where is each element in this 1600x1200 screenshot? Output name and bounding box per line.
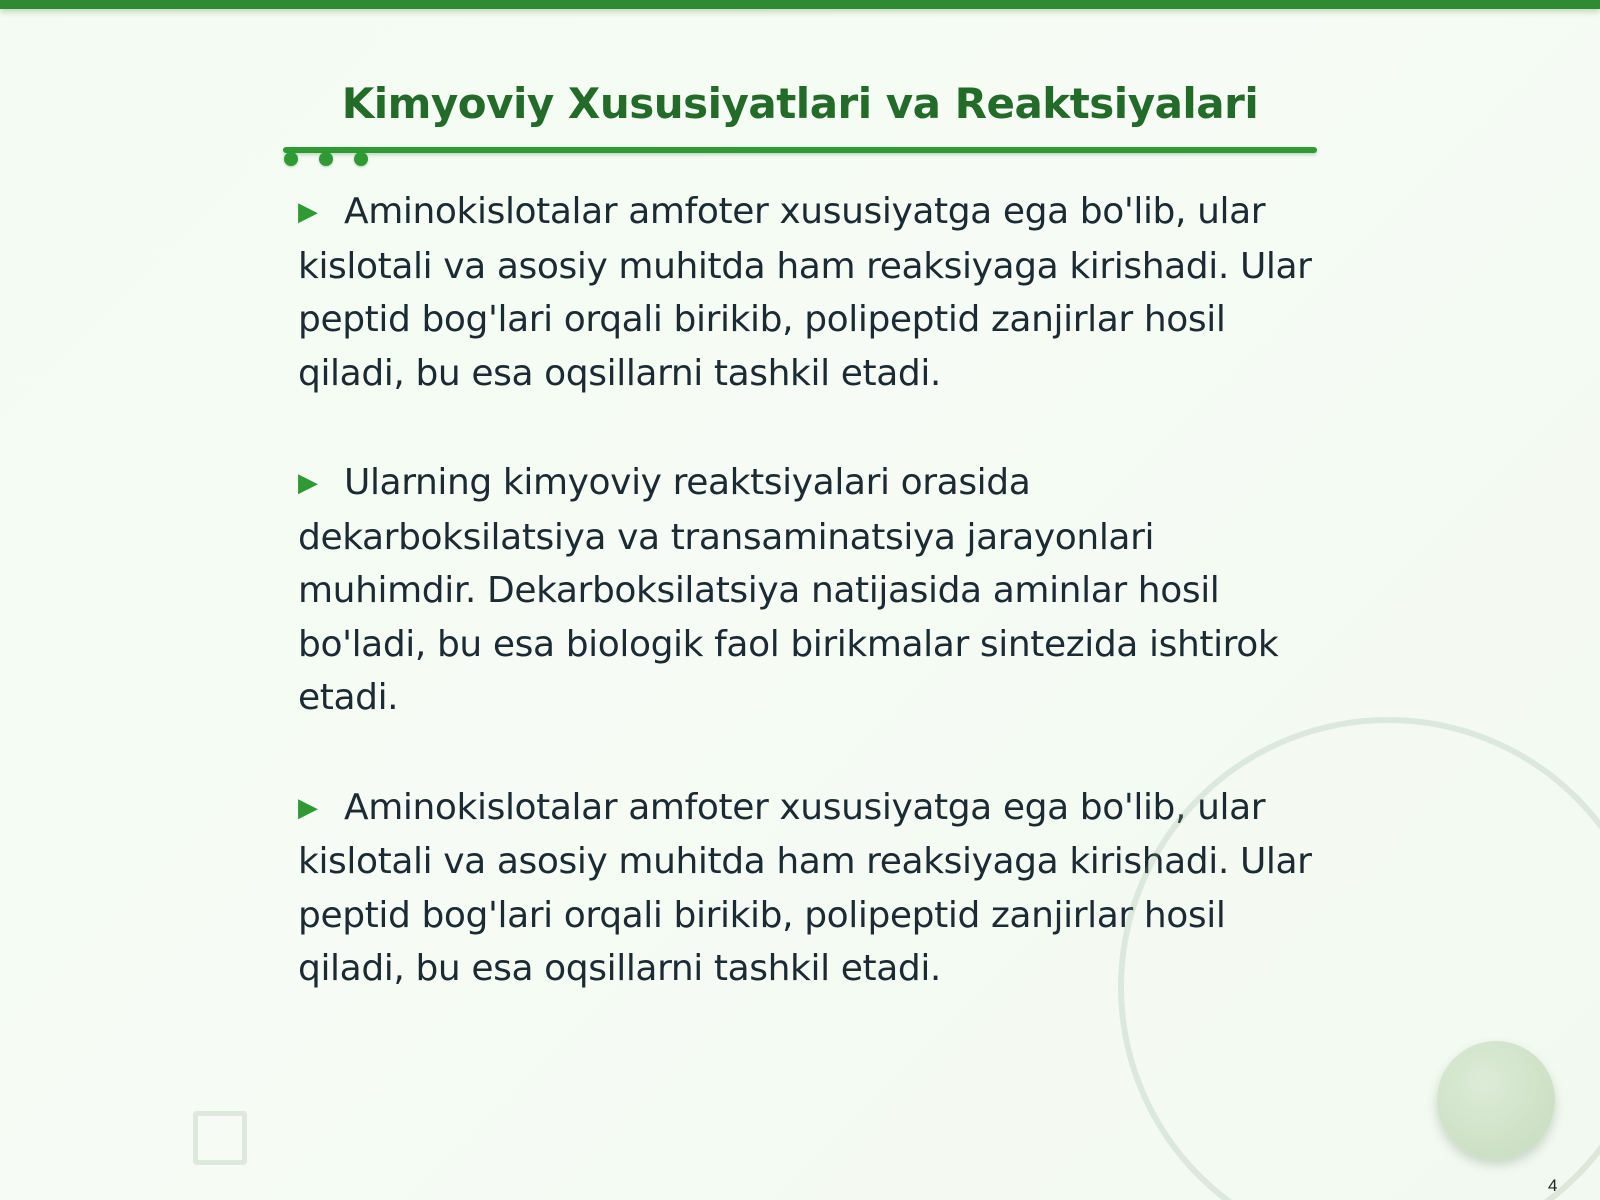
slide-title: Kimyoviy Xususiyatlari va Reaktsiyalari <box>341 79 1259 128</box>
bullet-text: Aminokislotalar amfoter xususiyatga ega bo'lib, ular kislotali va asosiy muhitda ham reaksiyaga kirishadi. Ular peptid bog'lari orqali birikib, polipeptid zanjirlar hosil qiladi, bu esa oqsillarni tashkil etadi. <box>298 191 1312 394</box>
bullet-item <box>298 185 1318 400</box>
bullet-text: Ularning kimyoviy reaktsiyalari orasida dekarboksilatsiya va transaminatsiya jarayonlari muhimdir. Dekarboksilatsiya natijasida aminlar hosil bo'ladi, bu esa biologik faol birikmalar sintezida ishtirok etadi. <box>298 462 1279 718</box>
title-underline <box>283 147 1317 153</box>
decorative-dot <box>319 152 333 166</box>
bullet-text: Aminokislotalar amfoter xususiyatga ega bo'lib, ular kislotali va asosiy muhitda ham reaksiyaga kirishadi. Ular peptid bog'lari orqali birikib, polipeptid zanjirlar hosil qiladi, bu esa oqsillarni tashkil etadi. <box>298 786 1312 989</box>
triangle-right-icon: ▶ <box>298 792 318 823</box>
decorative-circle <box>1437 1041 1555 1159</box>
decorative-dot <box>284 152 298 166</box>
triangle-right-icon: ▶ <box>298 197 318 227</box>
decorative-dot <box>354 152 368 166</box>
bullet-item <box>298 456 1318 725</box>
decorative-square <box>193 1111 247 1165</box>
triangle-right-icon: ▶ <box>298 468 318 498</box>
top-accent-bar <box>0 0 1600 9</box>
page-number: 4 <box>1548 1176 1558 1195</box>
